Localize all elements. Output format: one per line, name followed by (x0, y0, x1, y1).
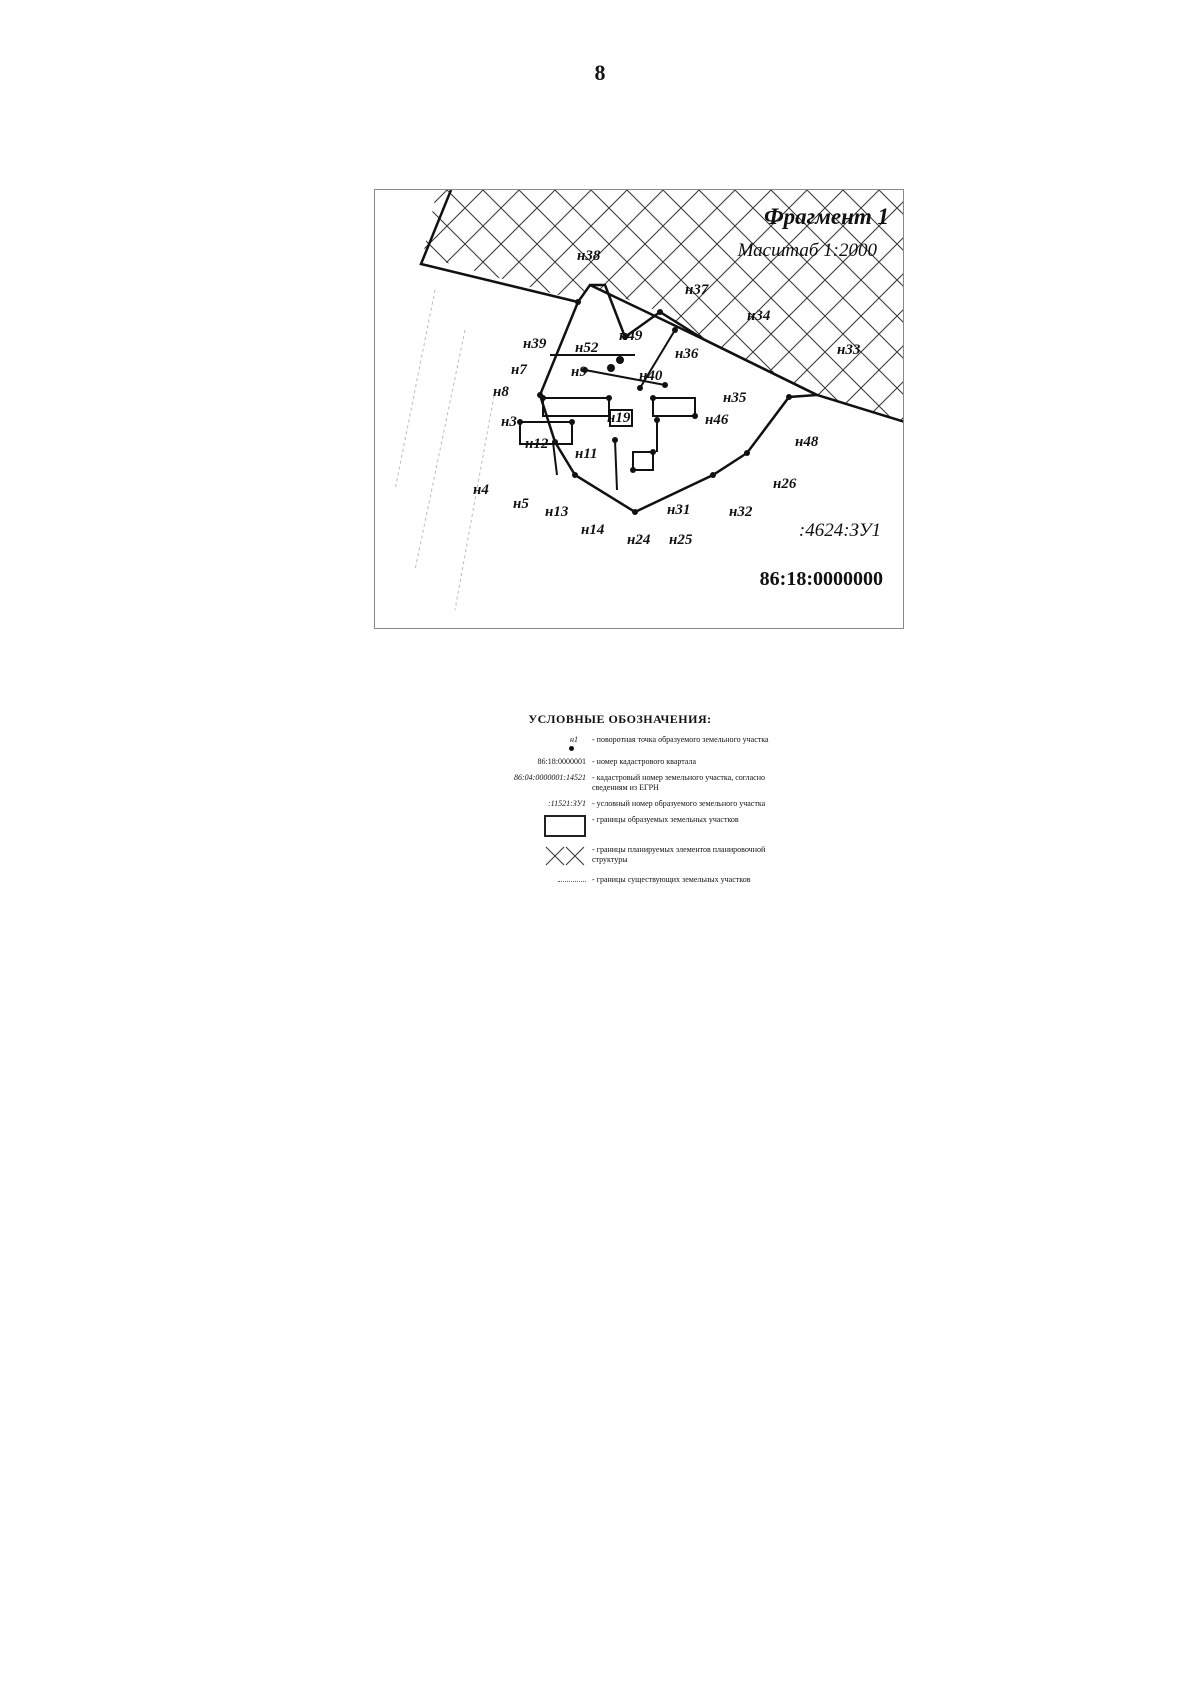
point-label: н49 (619, 328, 643, 344)
point-label: н24 (627, 532, 651, 548)
existing-plot-boundary-icon (558, 881, 586, 882)
legend-symbol: :11521:ЗУ1 (548, 799, 586, 808)
legend-title: УСЛОВНЫЕ ОБОЗНАЧЕНИЯ: (528, 712, 712, 726)
legend-description: - условный номер образуемого земельного участка (592, 799, 766, 808)
point-label: н11 (575, 446, 598, 462)
point-label: н12 (525, 436, 549, 452)
formed-plot-boundary-icon (544, 815, 586, 837)
legend-symbol: н1 (480, 735, 592, 751)
turning-point-dot-icon (569, 746, 574, 751)
page-number: 8 (594, 60, 606, 85)
legend-description: - границы планируемых элементов планировочной структуры (592, 845, 766, 864)
point-label: н32 (729, 504, 753, 520)
legend-item (480, 815, 820, 839)
zu-label: :4624:ЗУ1 (798, 520, 881, 541)
point-label: н52 (575, 340, 599, 356)
scale-label: Масштаб 1:2000 (737, 240, 877, 261)
legend-symbol (480, 845, 592, 869)
legend-item (480, 845, 820, 869)
cadastral-quarter-label: 86:18:0000000 (759, 568, 883, 590)
fragment-title: Фрагмент 1 (764, 204, 889, 229)
legend-item (480, 875, 820, 885)
point-label: н14 (581, 522, 605, 538)
point-label: н46 (705, 412, 729, 428)
point-label: н39 (523, 336, 547, 352)
legend-symbol (480, 875, 592, 884)
point-label: н40 (639, 368, 663, 384)
point-label: н35 (723, 390, 747, 406)
point-label: н38 (577, 248, 601, 264)
planning-element-boundary-icon (544, 845, 586, 867)
legend-description: - границы образуемых земельных участков (592, 815, 739, 824)
legend-item (480, 773, 820, 793)
point-label: н8 (493, 384, 509, 400)
legend-description: - поворотная точка образуемого земельного участка (592, 735, 769, 744)
legend-item (480, 757, 820, 767)
point-label: н5 (513, 496, 529, 512)
map-fragment (374, 189, 904, 629)
legend-description: - границы существующих земельных участков (592, 875, 751, 884)
point-label: н7 (511, 362, 527, 378)
legend-symbol: 86:18:0000001 (537, 757, 586, 766)
point-label: н19 (607, 410, 631, 426)
point-label: н13 (545, 504, 569, 520)
point-label: н26 (773, 476, 797, 492)
point-label: н9 (571, 364, 587, 380)
point-label: н36 (675, 346, 699, 362)
legend-description: - номер кадастрового квартала (592, 757, 697, 766)
existing-plots (395, 290, 495, 610)
point-label: н48 (795, 434, 819, 450)
point-label: н25 (669, 532, 693, 548)
legend-description: - кадастровый номер земельного участка, согласно сведениям из ЕГРН (592, 773, 765, 792)
point-label: н4 (473, 482, 489, 498)
legend-item (480, 799, 820, 809)
legend-item (480, 735, 820, 751)
point-label: н37 (685, 282, 709, 298)
legend-symbol: 86:04:0000001:14521 (514, 773, 586, 782)
point-label: н31 (667, 502, 691, 518)
point-label: н3 (501, 414, 517, 430)
point-label: н33 (837, 342, 861, 358)
legend-symbol (480, 815, 592, 839)
legend (480, 712, 820, 891)
point-label: н34 (747, 308, 771, 324)
